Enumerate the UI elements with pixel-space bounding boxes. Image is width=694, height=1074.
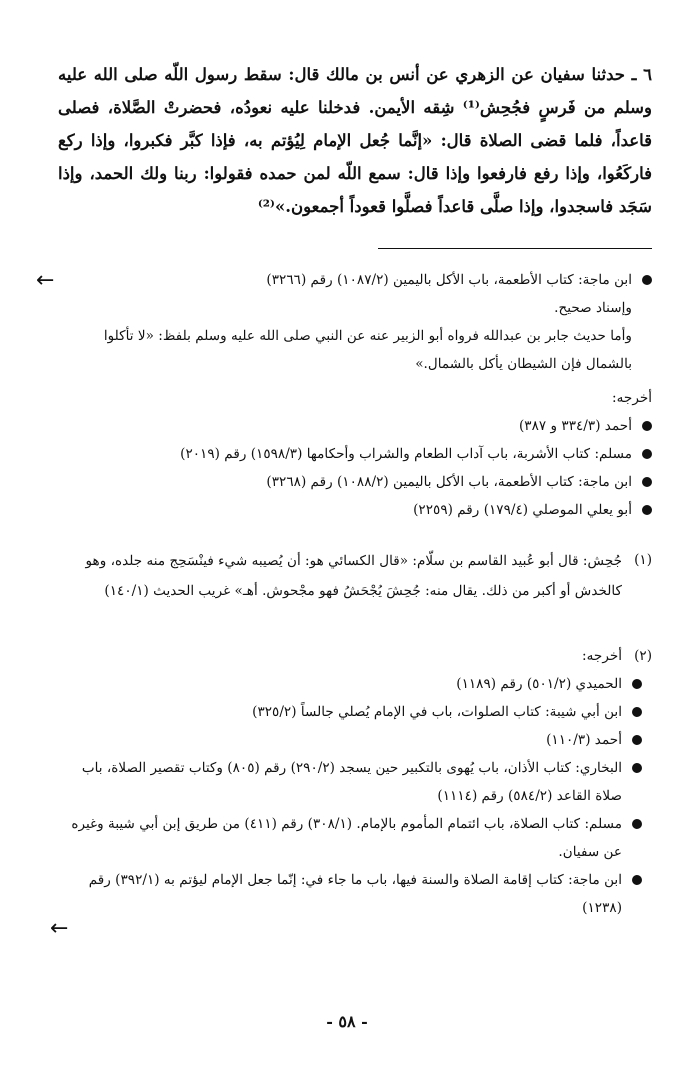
list-item: [58, 496, 652, 524]
footnote-heading: أخرجه:: [582, 648, 622, 664]
bullet-icon: [632, 763, 642, 773]
list-item: [58, 810, 642, 866]
takhrij-section: [58, 384, 652, 524]
bullet-icon: [642, 275, 652, 285]
list-item: [58, 412, 652, 440]
list-item: [58, 440, 652, 468]
list-item: [58, 754, 642, 810]
list-item: [58, 266, 652, 294]
list-item-text: ابن أبي شيبة: كتاب الصلوات، باب في الإمام يُصلي جالساً (٣٢٥/٢): [252, 704, 622, 720]
list-item-text: مسلم: كتاب الأشربة، باب آداب الطعام والشراب وأحكامها (١٥٩٨/٣) رقم (٢٠١٩): [180, 446, 632, 462]
bullet-icon: [642, 477, 652, 487]
jabir-hadith-line: وأما حديث جابر بن عبدالله فرواه أبو الزبير عنه عن النبي صلى الله عليه وسلم بلفظ: «لا تأكلوا بالشمال فإن الشيطان يأكل بالشمال.»: [103, 328, 632, 372]
bullet-icon: [642, 505, 652, 515]
left-arrow-icon: ←: [50, 916, 69, 941]
footnote-separator: [378, 248, 652, 249]
bullet-icon: [642, 449, 652, 459]
list-item-text: أحمد (١١٠/٣): [546, 732, 622, 748]
list-item: [58, 698, 642, 726]
list-item-text: ابن ماجة: كتاب الأطعمة، باب الأكل باليمين (١٠٨٨/٢) رقم (٣٢٦٨): [266, 474, 632, 490]
bullet-icon: [632, 735, 642, 745]
list-item: [58, 670, 642, 698]
section-heading: أخرجه:: [612, 390, 652, 406]
list-item-text: أحمد (٣٣٤/٣ و ٣٨٧): [518, 418, 632, 434]
footnote-number: (١): [634, 552, 652, 568]
list-item-text: مسلم: كتاب الصلاة، باب ائتمام المأموم بالإمام. (٣٠٨/١) رقم (٤١١) من طريق إبن أبي شيبة وغيره عن سفيان.: [71, 816, 622, 860]
list-item: [58, 468, 652, 496]
list-item: [58, 866, 642, 922]
bullet-icon: [632, 707, 642, 717]
hadith-text: ٦ ـ حدثنا سفيان عن الزهري عن أنس بن مالك قال: سقط رسول اللّه صلى الله عليه وسلم من فَرسٍ فجُحِش⁽¹⁾ شِقه الأيمن. فدخلنا عليه نعودُه، فحضرتْ الصَّلاة، فصلى قاعداً، فلما قضى الصلاة قال: «إنَّما جُعل الإمام لِيُؤتم به، فإذا كبَّر فكبروا، وإذا ركع فاركَعُوا، وإذا رفع فارفعوا وإذا قال: سمع اللّه لمن حمده فقولوا: ربنا ولك الحمد، وإذا سَجَد فاسجدوا، وإذا صلَّى قاعداً فصلَّوا قعوداً أجمعون.»⁽²⁾: [58, 65, 652, 216]
list-item-text: أبو يعلي الموصلي (١٧٩/٤) رقم (٢٢٥٩): [413, 502, 632, 518]
bullet-icon: [632, 819, 642, 829]
left-arrow-icon: ←: [36, 268, 55, 293]
footnote-2: [58, 642, 652, 922]
bullet-icon: [632, 875, 642, 885]
takhrij-continuation: [58, 266, 652, 378]
grading-line: وإسناد صحيح.: [554, 300, 632, 316]
list-item-text: ابن ماجة: كتاب إقامة الصلاة والسنة فيها، باب ما جاء في: إنّما جعل الإمام ليؤتم به (٣٩٢/١) رقم (١٢٣٨): [88, 872, 622, 916]
list-item-text: الحميدي (٥٠١/٢) رقم (١١٨٩): [456, 676, 622, 692]
page-number: - ٥٨ -: [326, 1012, 368, 1031]
list-item: [58, 726, 642, 754]
bullet-icon: [642, 421, 652, 431]
list-item-text: ابن ماجة: كتاب الأطعمة، باب الأكل باليمين (١٠٨٧/٢) رقم (٣٢٦٦): [266, 272, 632, 288]
footnote-text: جُحِش: قال أبو عُبيد القاسم بن سلّام: «قال الكسائي هو: أن يُصيبه شيء فينْسَحِج منه جلده، وهو كالخدش أو أكبر من ذلك. يقال منه: جُحِشَ يُجْحَشُ فهو مجْحوش. أهـ» غريب الحديث (١٤٠/١): [85, 553, 622, 599]
bullet-icon: [632, 679, 642, 689]
footnote-number: (٢): [634, 648, 652, 664]
list-item-text: البخاري: كتاب الأذان، باب يُهوى بالتكبير حين يسجد (٢٩٠/٢) رقم (٨٠٥) وكتاب تقصير الصلاة، باب صلاة القاعد (٥٨٤/٢) رقم (١١١٤): [81, 760, 622, 804]
footnote-1: [58, 546, 652, 606]
